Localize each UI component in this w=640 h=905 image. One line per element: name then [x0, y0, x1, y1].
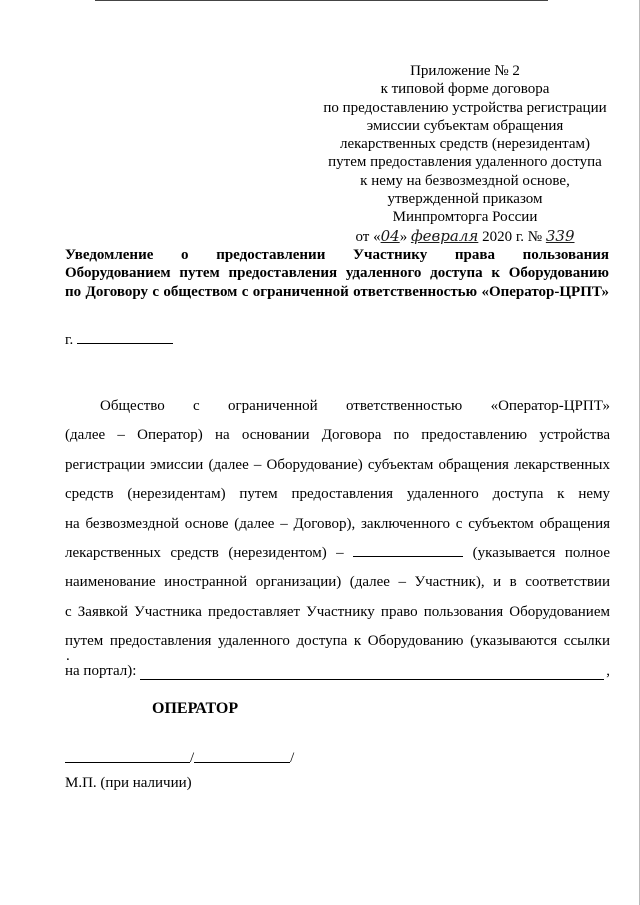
appendix-line: по предоставлению устройства регистрации [323, 99, 607, 116]
city-blank [77, 331, 173, 344]
body-line: (далее – Оператор) на основании Договора по предоставлению устройства [65, 427, 610, 444]
body-line-part: лекарственных средств (нерезидентом) – [65, 545, 344, 562]
signature-separator: / [290, 750, 295, 766]
appendix-line: лекарственных средств (нерезидентам) [339, 136, 591, 153]
signature-blank [65, 748, 190, 763]
notice-heading [65, 246, 609, 301]
date-quote-close: » [399, 228, 408, 245]
appendix-line: эмиссии субъектам обращения [366, 117, 564, 134]
city-label: г. [65, 332, 74, 348]
date-month: февраля [410, 226, 479, 245]
heading-line: Уведомление о предоставлении Участнику права пользования [65, 247, 609, 263]
line-end-comma: , [606, 662, 610, 679]
top-border-line [95, 0, 548, 1]
trailing-dot: . [66, 648, 70, 664]
appendix-line: к нему на безвозмездной основе, [360, 172, 570, 189]
date-year: 2020 г. № [482, 228, 543, 245]
seal-note: М.П. (при наличии) [65, 775, 192, 791]
signature-separator: / [190, 750, 195, 766]
appendix-title: Приложение № 2 [410, 63, 520, 79]
body-line: Общество с ограниченной ответственностью «Оператор-ЦРПТ» [100, 398, 610, 414]
appendix-line: Минпромторга России [392, 209, 538, 226]
name-blank [194, 748, 290, 763]
date-prefix: от « [355, 228, 381, 245]
body-line: наименование иностранной организации) (далее – Участник), и в соответствии [65, 574, 610, 591]
body-line-part: на портал): [65, 662, 137, 679]
body-line: с Заявкой Участника предоставляет Участнику право пользования Оборудованием [65, 603, 610, 620]
body-line: путем предоставления удаленного доступа к Оборудованию (указываются ссылки [65, 633, 610, 650]
participant-name-blank [353, 544, 463, 557]
operator-title: ОПЕРАТОР [152, 700, 239, 717]
appendix-line: к типовой форме договора [380, 81, 550, 98]
notice-body [65, 392, 610, 686]
heading-line: Оборудованием путем предоставления удаленного доступа к Оборудованию [65, 265, 609, 282]
date-day: 04 [380, 226, 400, 245]
body-line: на безвозмездной основе (далее – Договор), заключенного с субъектом обращения [65, 515, 610, 532]
city-field [65, 331, 173, 349]
heading-line: по Договору с обществом с ограниченной ответственностью «Оператор-ЦРПТ» [65, 283, 609, 300]
body-line-with-blank [65, 539, 610, 568]
appendix-line: путем предоставления удаленного доступа [328, 154, 602, 171]
body-line: регистрации эмиссии (далее – Оборудование) субъектам обращения лекарственных [65, 456, 610, 473]
order-date-line [300, 227, 630, 246]
appendix-block [300, 62, 630, 246]
body-line: средств (нерезидентам) путем предоставления удаленного доступа к нему [65, 486, 610, 503]
portal-links-line [65, 657, 610, 686]
signature-line [65, 748, 294, 767]
order-number: 339 [545, 226, 575, 245]
appendix-line: утвержденной приказом [387, 191, 543, 208]
body-line-part: (указывается полное [472, 545, 611, 562]
portal-links-blank [140, 665, 604, 680]
